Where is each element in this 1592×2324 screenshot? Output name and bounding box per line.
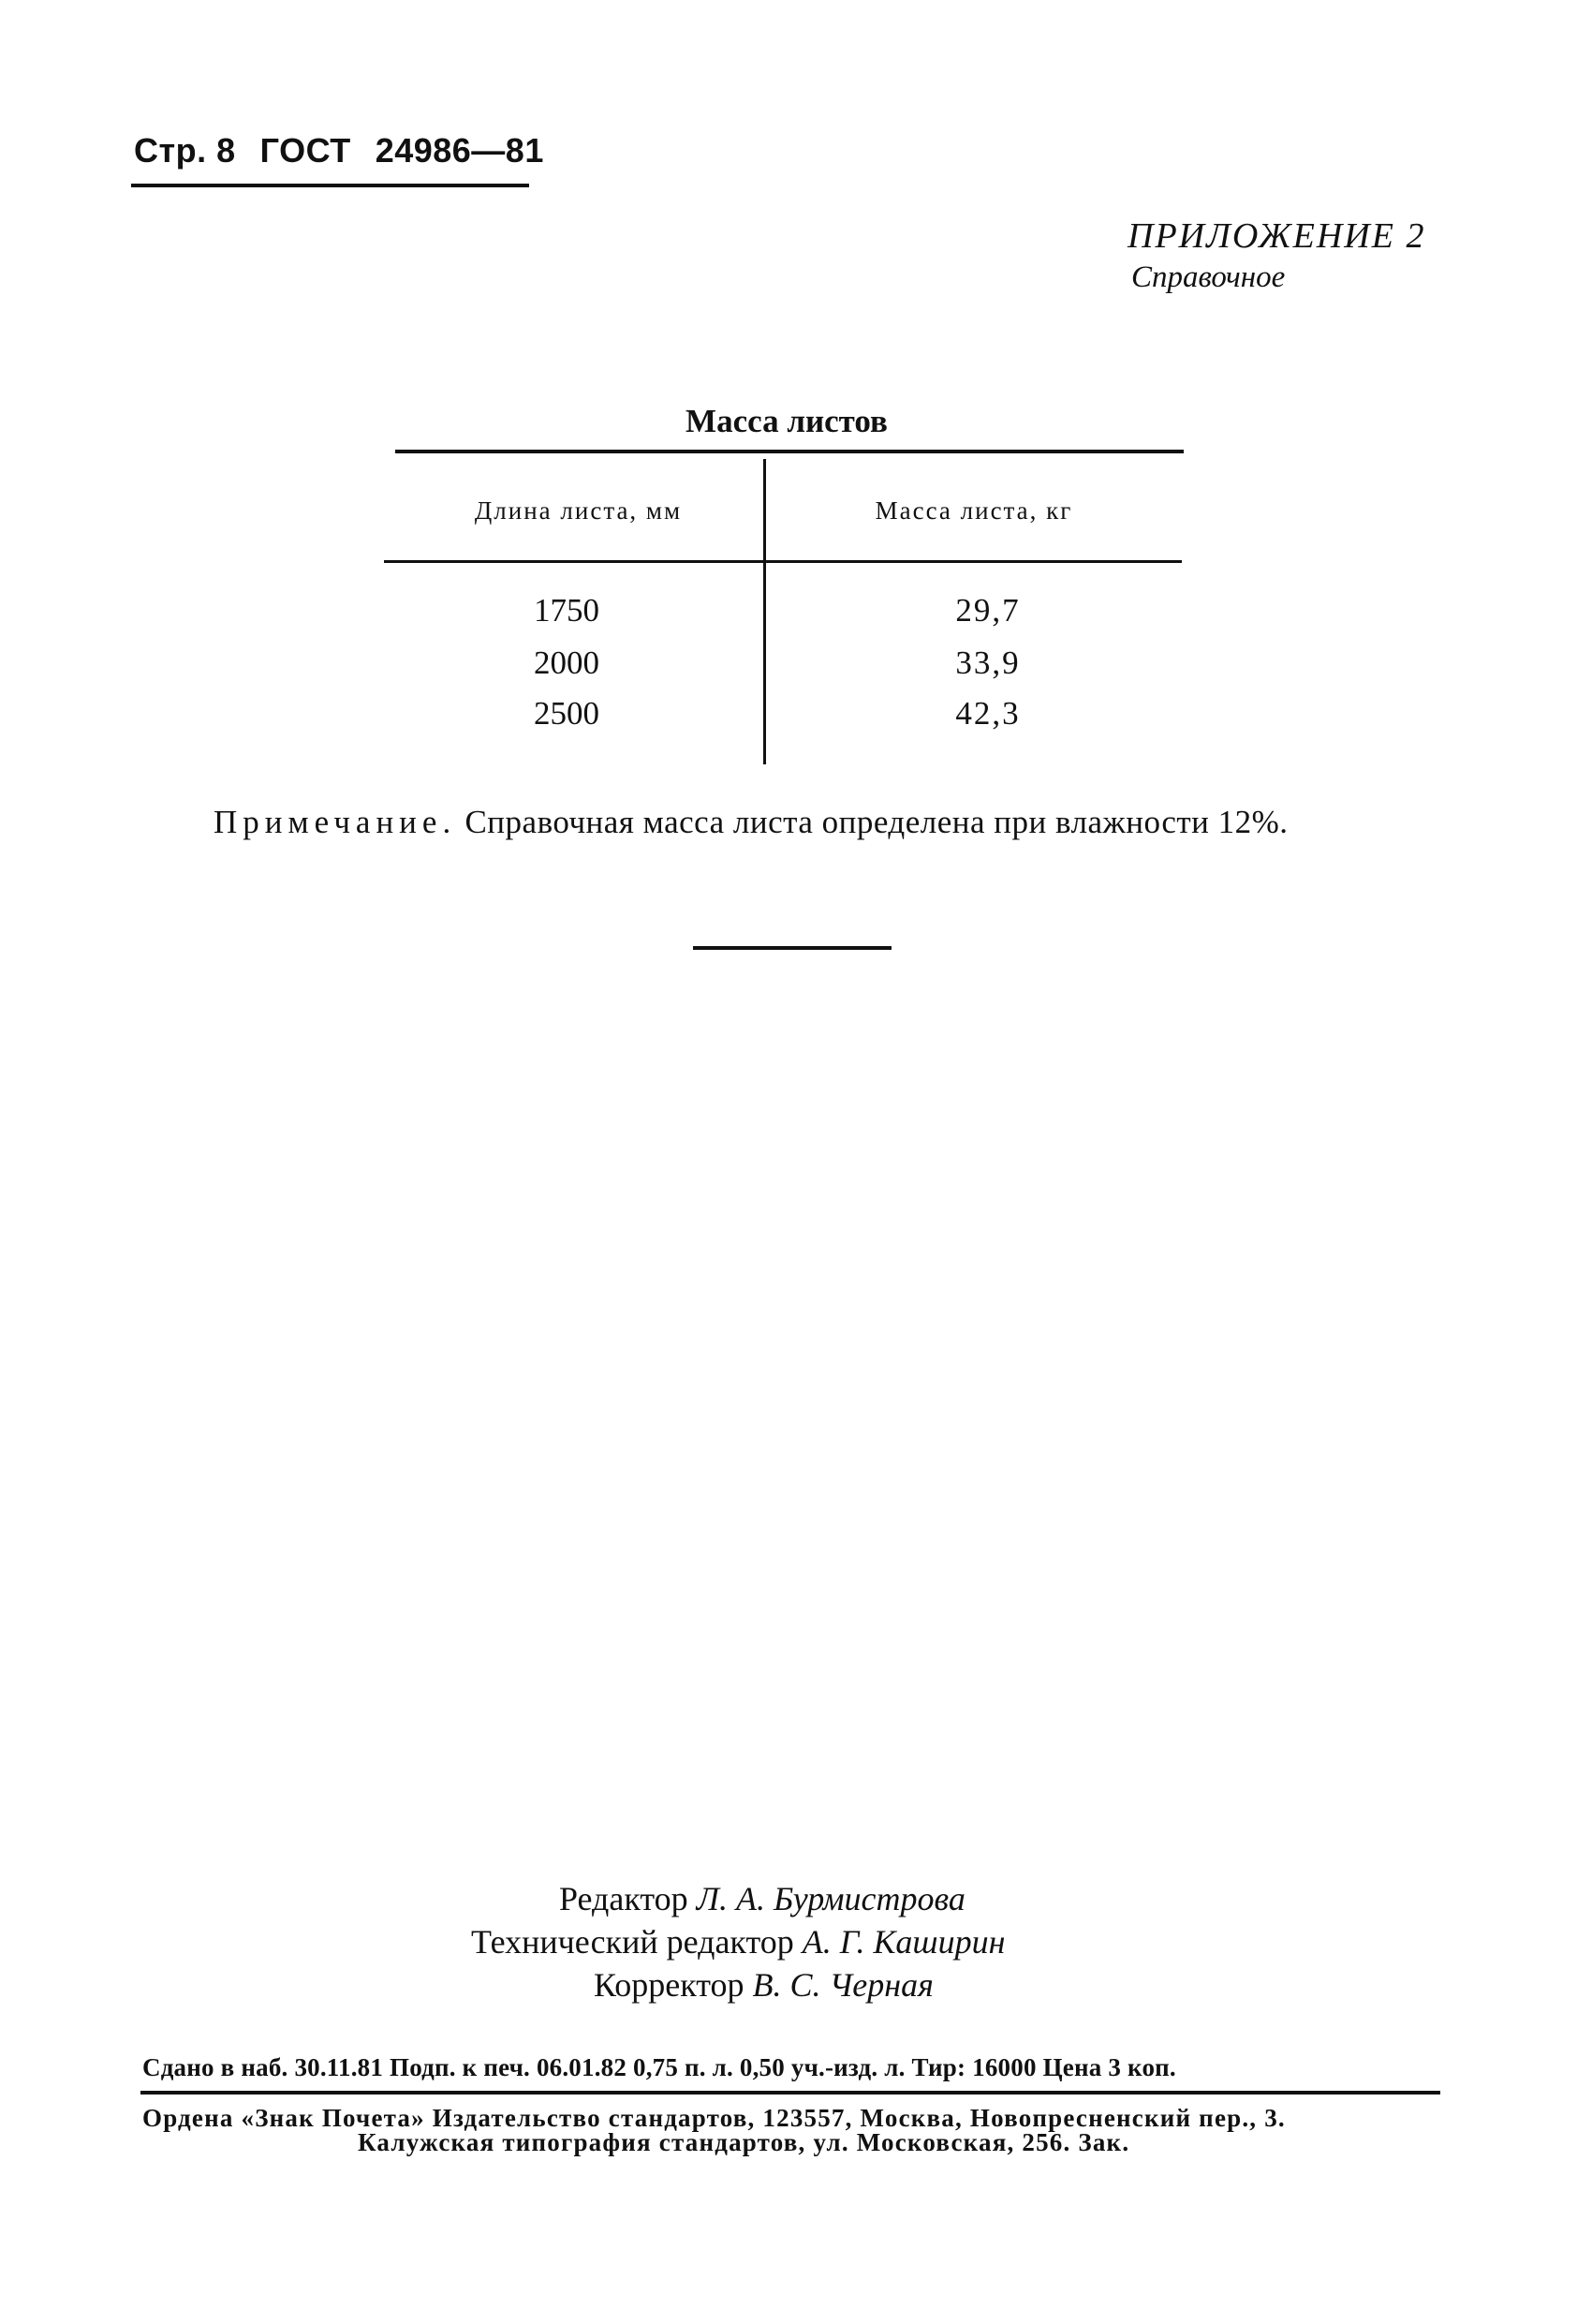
credit-editor bbox=[559, 1879, 966, 1918]
credit-tech-editor bbox=[471, 1922, 1005, 1961]
table-note bbox=[214, 804, 1289, 841]
page-number: Стр. 8 bbox=[134, 131, 236, 170]
corrector-role: Корректор bbox=[594, 1966, 753, 2004]
note-label: Примечание. bbox=[214, 804, 457, 840]
credit-corrector bbox=[594, 1965, 934, 2005]
table-cell-mass: 29,7 bbox=[955, 592, 1021, 629]
section-end-rule bbox=[693, 946, 892, 950]
table-cell-mass: 33,9 bbox=[955, 644, 1021, 681]
table-top-rule bbox=[395, 450, 1184, 453]
imprint-line: Сдано в наб. 30.11.81 Подп. к печ. 06.01.82 0,75 п. л. 0,50 уч.-изд. л. Тир: 16000 Цена 3 коп. bbox=[142, 2053, 1176, 2081]
standard-label: ГОСТ bbox=[259, 131, 351, 170]
table-cell-length: 2000 bbox=[534, 644, 599, 681]
appendix-title: ПРИЛОЖЕНИЕ 2 bbox=[1128, 216, 1426, 256]
appendix-subtitle: Справочное bbox=[1131, 260, 1286, 294]
table-cell-mass: 42,3 bbox=[955, 695, 1021, 732]
imprint-rule bbox=[140, 2091, 1440, 2095]
note-text: Справочная масса листа определена при влажности 12%. bbox=[456, 804, 1289, 840]
printer-line: Калужская типография стандартов, ул. Московская, 256. Зак. bbox=[358, 2128, 1130, 2156]
table-cell-length: 1750 bbox=[534, 592, 599, 629]
corrector-name: В. С. Черная bbox=[752, 1966, 934, 2004]
table-caption: Масса листов bbox=[685, 403, 888, 439]
tech-editor-name: А. Г. Каширин bbox=[802, 1923, 1006, 1961]
editor-role: Редактор bbox=[559, 1880, 697, 1917]
table-header-rule bbox=[384, 560, 1182, 563]
column-header-mass: Масса листа, кг bbox=[875, 496, 1073, 525]
editor-name: Л. А. Бурмистрова bbox=[696, 1880, 966, 1917]
standard-number: 24986—81 bbox=[375, 131, 544, 170]
tech-editor-role: Технический редактор bbox=[471, 1923, 803, 1961]
table-column-divider bbox=[763, 459, 766, 764]
header-rule bbox=[131, 184, 529, 187]
publisher-line: Ордена «Знак Почета» Издательство стандартов, 123557, Москва, Новопресненский пер., 3. bbox=[142, 2104, 1286, 2132]
table-cell-length: 2500 bbox=[534, 695, 599, 732]
page-header bbox=[134, 131, 544, 170]
column-header-length: Длина листа, мм bbox=[474, 496, 683, 525]
